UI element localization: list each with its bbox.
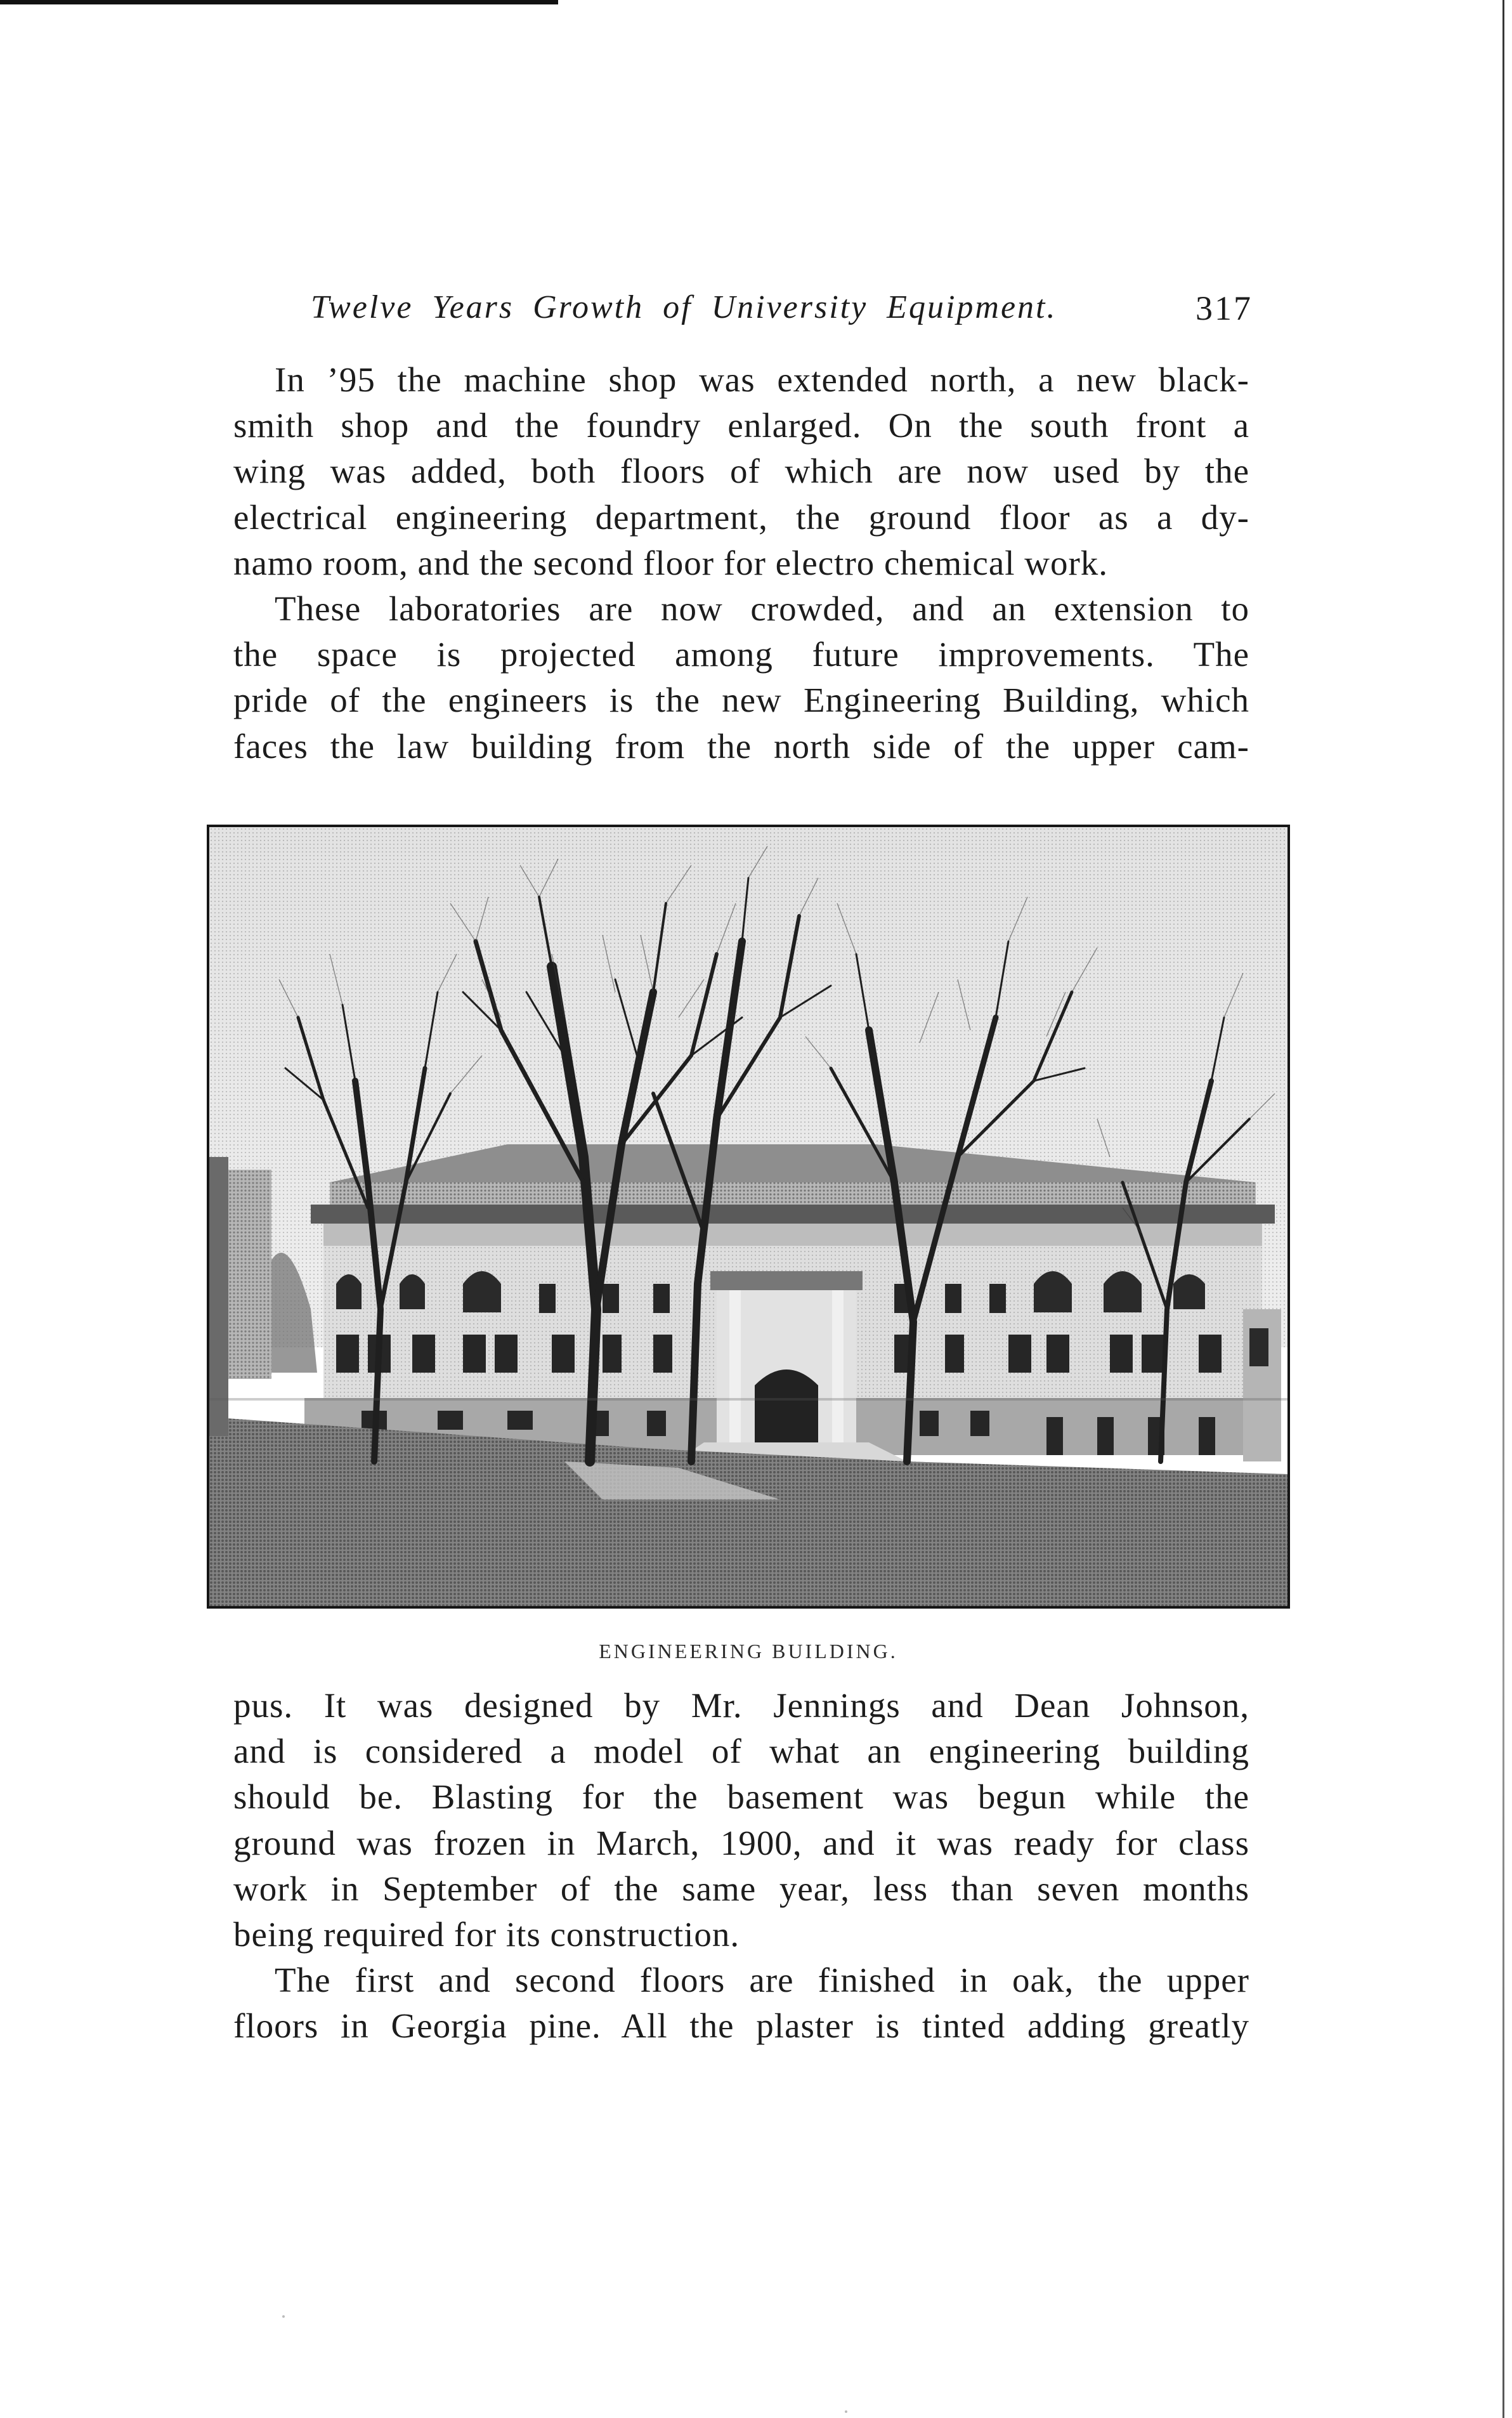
text-line: smith shop and the foundry enlarged. On the south front a: [233, 406, 1249, 445]
text-line: namo room, and the second floor for electro chemical work.: [233, 543, 1109, 582]
text-line: In ’95 the machine shop was extended north, a new black-: [275, 360, 1249, 399]
text-line: ground was frozen in March, 1900, and it was ready for class: [233, 1823, 1249, 1862]
text-line: work in September of the same year, less than seven months: [233, 1869, 1249, 1908]
paper-speck: [282, 2315, 285, 2318]
page-top-rule: [0, 0, 558, 4]
text-line: electrical engineering department, the ground floor as a dy-: [233, 497, 1249, 537]
page-edge-shadow: [1502, 0, 1504, 2418]
text-line: being required for its construction.: [233, 1914, 740, 1954]
page-number: 317: [1196, 289, 1253, 327]
text-line: The first and second floors are finished in oak, the upper: [275, 1961, 1249, 2000]
building-photo-illustration: [209, 827, 1287, 1606]
text-line: faces the law building from the north side of the upper cam-: [233, 726, 1249, 766]
text-line: wing was added, both floors of which are now used by the: [233, 452, 1249, 491]
text-line: and is considered a model of what an engineering building: [233, 1732, 1249, 1771]
body-text-top: [233, 357, 1249, 769]
paper-speck: [845, 2410, 847, 2413]
text-line: pus. It was designed by Mr. Jennings and Dean Johnson,: [233, 1686, 1249, 1725]
engineering-building-photo: [207, 825, 1290, 1609]
text-line: floors in Georgia pine. All the plaster is tinted adding greatly: [233, 2006, 1249, 2046]
figure-caption: ENGINEERING BUILDING.: [599, 1640, 898, 1663]
body-text-bottom: [233, 1683, 1249, 2049]
text-line: pride of the engineers is the new Engineering Building, which: [233, 681, 1249, 720]
running-head: [311, 289, 1253, 333]
text-line: the space is projected among future improvements. The: [233, 635, 1249, 674]
building-facade: [304, 1144, 1281, 1468]
text-line: These laboratories are now crowded, and an extension to: [275, 589, 1249, 628]
text-line: should be. Blasting for the basement was begun while the: [233, 1777, 1249, 1817]
running-head-title: Twelve Years Growth of University Equipment.: [311, 289, 1057, 325]
